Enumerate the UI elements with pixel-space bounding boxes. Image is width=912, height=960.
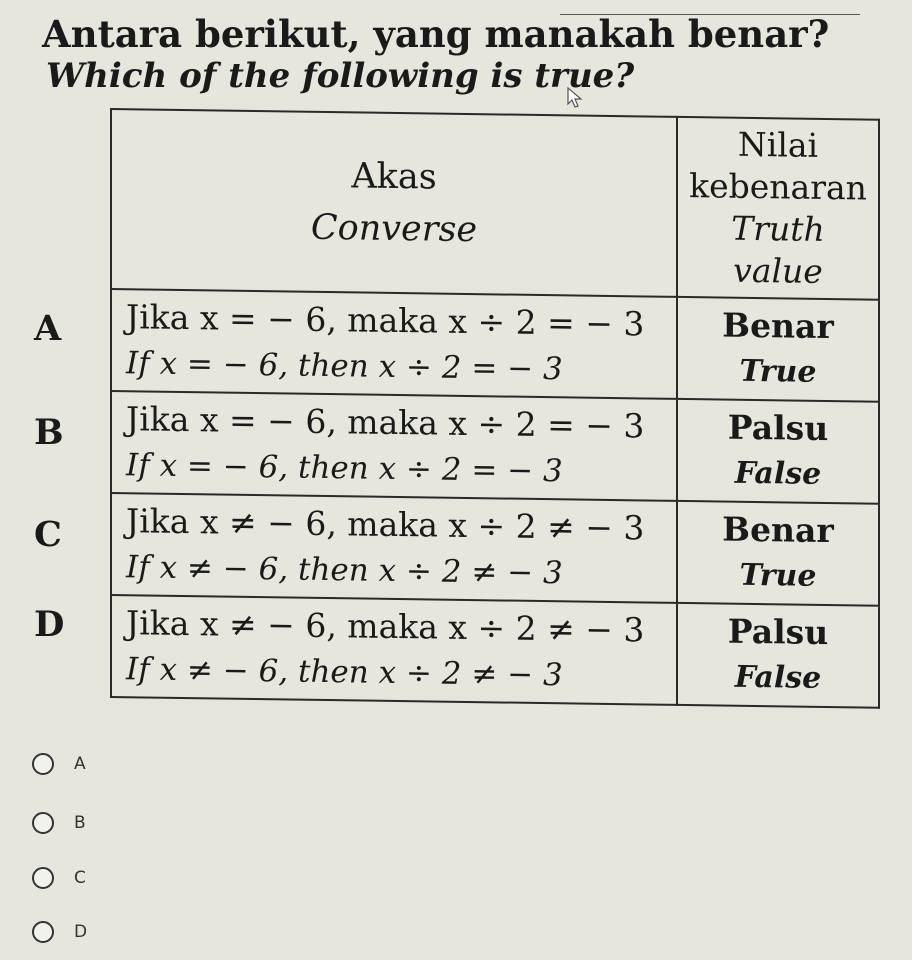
option-label-d: D [74,922,88,942]
table-header-row [111,109,879,300]
truth-value-id: Palsu [727,611,829,653]
radio-button-b[interactable] [32,812,54,834]
table-row [111,493,879,606]
header-truth-value [677,117,879,300]
header-converse-en: Converse [310,207,478,251]
option-label-c: C [74,868,86,888]
truth-value-cell [677,297,879,402]
statement-cell [111,493,677,603]
header-nilai: Nilai [737,124,819,165]
header-akas: Akas [351,156,437,198]
option-d[interactable] [32,921,87,943]
truth-value-cell [677,399,879,504]
table-row [111,595,879,708]
option-c[interactable] [32,867,86,889]
statement-id: Jika x ≠ − 6, maka x ÷ 2 ≠ − 3 [126,501,645,548]
statement-id: Jika x = − 6, maka x ÷ 2 = − 3 [126,297,645,344]
row-letter-a: A [34,308,62,349]
option-label-b: B [74,813,86,833]
statement-cell [111,595,677,705]
statement-id: Jika x = − 6, maka x ÷ 2 = − 3 [126,399,645,446]
radio-button-c[interactable] [32,867,54,889]
statement-id: Jika x ≠ − 6, maka x ÷ 2 ≠ − 3 [126,603,645,650]
option-label-a: A [74,754,86,774]
statement-en: If x = − 6, then x ÷ 2 = − 3 [126,345,563,388]
radio-button-a[interactable] [32,753,54,775]
header-value: value [733,250,823,291]
options-table [110,108,880,709]
question-text-en: Which of the following is true? [46,56,635,96]
header-kebenaran: kebenaran [689,166,867,208]
truth-value-cell [677,603,879,708]
truth-value-id: Benar [722,305,834,347]
statement-cell [111,391,677,501]
truth-value-id: Palsu [727,407,829,449]
statement-cell [111,289,677,399]
option-b[interactable] [32,812,86,834]
mouse-cursor-icon [566,86,584,108]
table-row [111,289,879,402]
statement-en: If x = − 6, then x ÷ 2 = − 3 [126,447,563,490]
truth-value-id: Benar [722,509,834,551]
header-converse [111,109,677,297]
truth-value-en: True [739,353,817,390]
table-row [111,391,879,504]
option-a[interactable] [32,753,86,775]
row-letter-b: B [34,412,64,453]
truth-value-en: False [734,455,822,492]
statement-en: If x ≠ − 6, then x ÷ 2 ≠ − 3 [126,549,563,592]
row-letter-d: D [34,604,65,645]
truth-value-en: False [734,659,822,696]
row-letter-c: C [34,514,62,555]
truth-value-cell [677,501,879,606]
truth-value-en: True [739,557,817,594]
statement-en: If x ≠ − 6, then x ÷ 2 ≠ − 3 [126,651,563,694]
radio-button-d[interactable] [32,921,54,943]
question-text-id: Antara berikut, yang manakah benar? [42,12,830,56]
header-truth: Truth [731,208,825,249]
